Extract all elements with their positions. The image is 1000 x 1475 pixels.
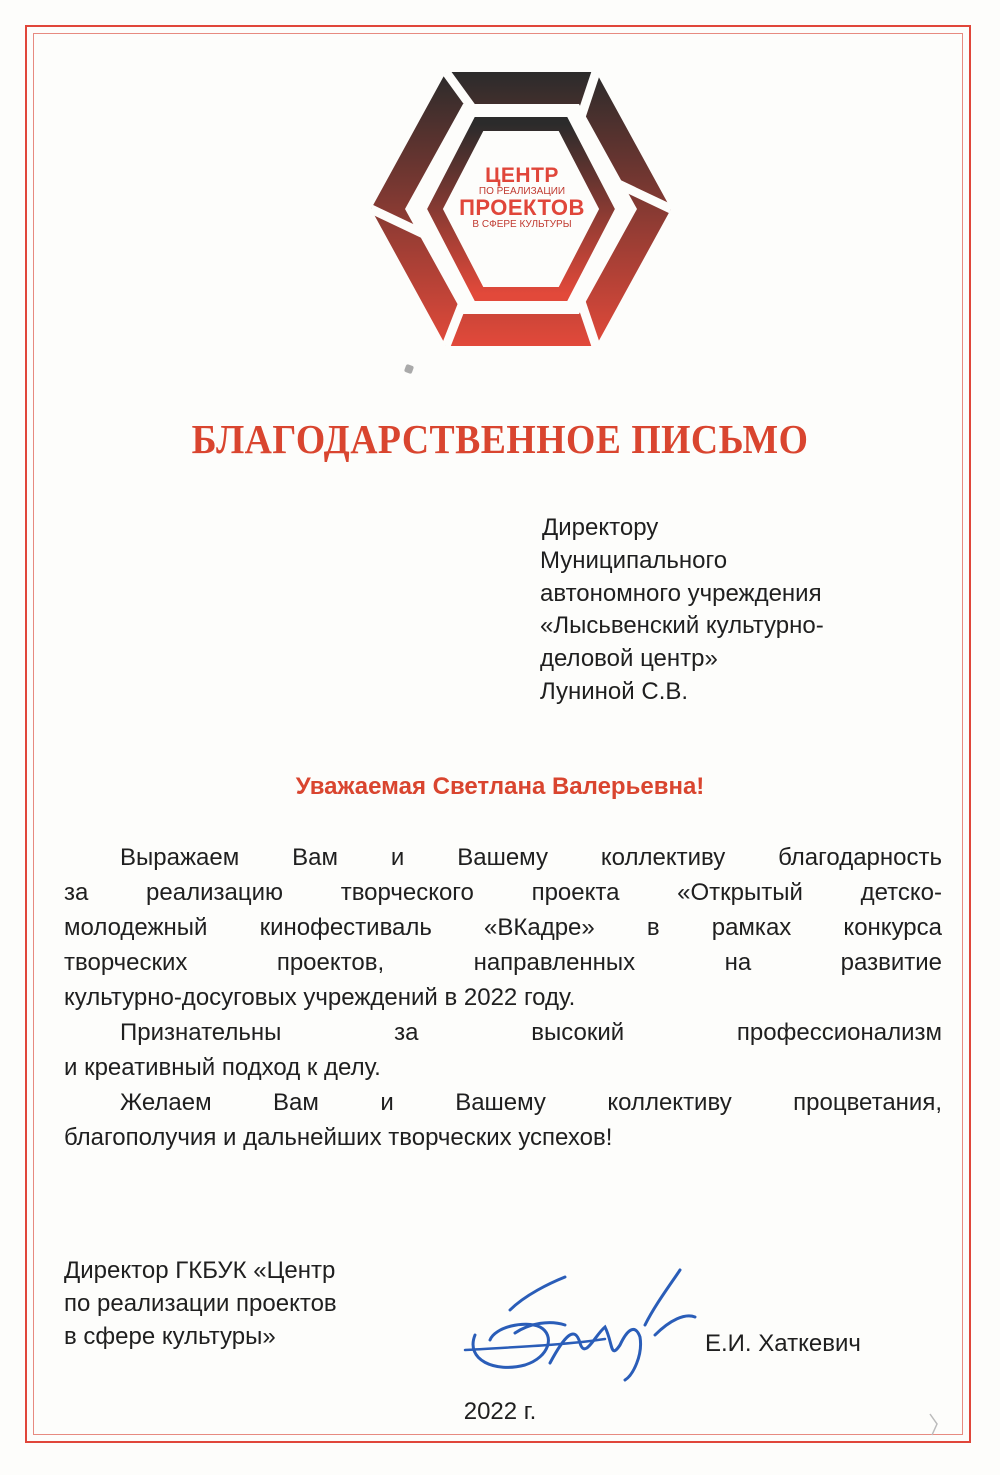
body-line: и креативный подход к делу. [64,1054,381,1081]
signer-line: в сфере культуры» [64,1322,276,1350]
body-line: молодежный кинофестиваль «ВКадре» в рамках конкурса [64,914,942,941]
body-line: Желаем Вам и Вашему коллективу процветания, [120,1089,942,1116]
body-line: благополучия и дальнейших творческих успехов! [64,1124,613,1151]
addressee-block [540,512,960,709]
body-line: Выражаем Вам и Вашему коллективу благодарность [120,844,942,871]
signer-name: Е.И. Хаткевич [705,1330,861,1357]
addressee-line: Луниной С.В. [540,677,689,705]
document-title: БЛАГОДАРСТВЕННОЕ ПИСЬМО [191,416,809,462]
document-year: 2022 г. [463,1398,537,1425]
addressee-line: автономного учреждения [540,579,822,607]
letter-body [64,840,942,1155]
addressee-line: Муниципального [540,546,728,574]
pencil-mark [928,1412,940,1437]
logo-line-1: ЦЕНТР [485,164,559,187]
greeting: Уважаемая Светлана Валерьевна! [295,773,705,800]
addressee-line: Директору [542,514,659,541]
body-line: Признательны за высокий профессионализм [120,1019,942,1046]
body-line: за реализацию творческого проекта «Открытый детско- [64,879,942,906]
signer-title-block [64,1255,464,1353]
handwritten-signature [455,1265,705,1385]
logo-line-3: ПРОЕКТОВ [459,195,585,220]
signer-line: по реализации проектов [64,1289,337,1317]
logo-text [452,166,592,230]
body-line: творческих проектов, направленных на развитие [64,949,942,976]
signer-line: Директор ГКБУК «Центр [64,1257,336,1284]
addressee-line: «Лысьвенский культурно- [540,612,824,640]
addressee-line: деловой центр» [540,645,718,673]
logo-line-2: ПО РЕАЛИЗАЦИИ [478,186,566,197]
body-line: культурно-досуговых учреждений в 2022 году. [64,984,576,1011]
logo-line-4: В СФЕРЕ КУЛЬТУРЫ [472,219,572,230]
